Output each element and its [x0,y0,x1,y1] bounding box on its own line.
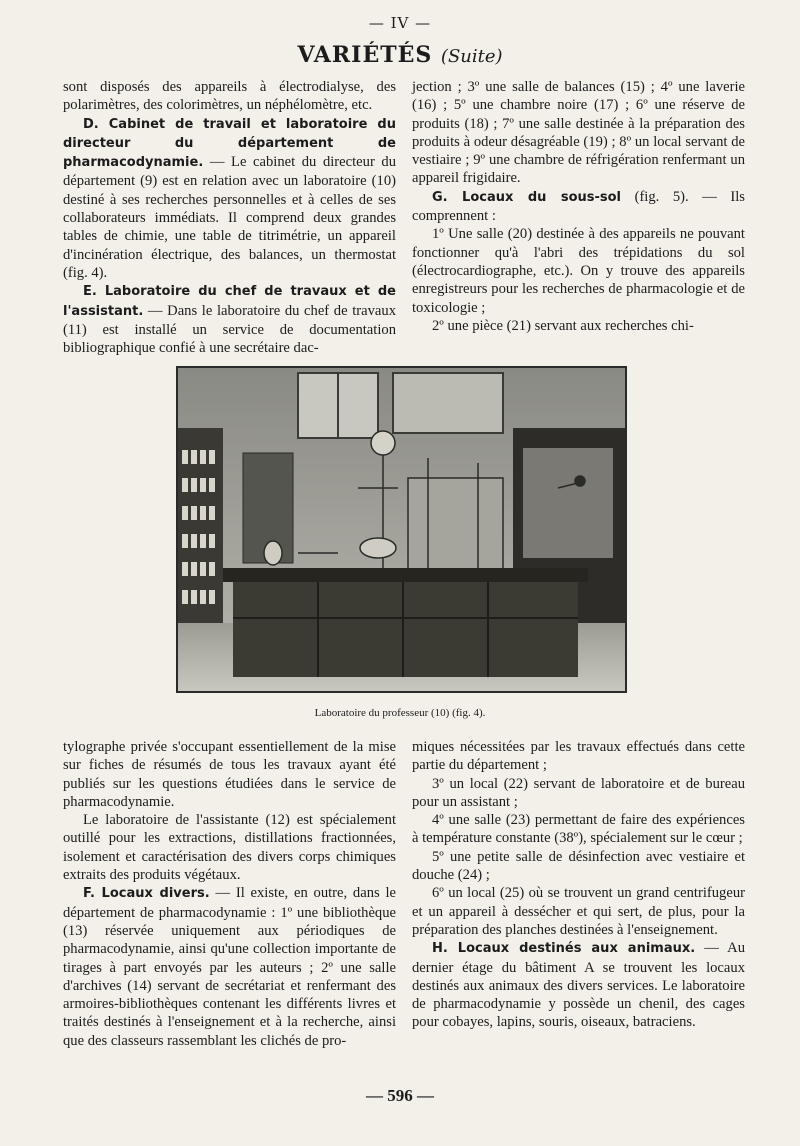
section-e-text: — Dans le laboratoire du chef de travaux (11) est installé un service de documentation bibliographique confié à une secrétaire dac- [63,302,396,357]
paragraph: sont disposés des appareils à électrodialyse, des polarimètres, des colorimètres, un néphélomètre, etc. [63,79,396,114]
top-left-column [63,78,396,357]
bottom-right-column [412,738,745,1032]
paragraph: 1º Une salle (20) destinée à des appareils ne pouvant fonctionner qu'à l'abri des trépidations du sol (électrocardiographe, etc.). On y trouve des appareils enregistreurs pour les recherches de pharmacologie et de toxicologie ; [412,226,745,316]
section-d-heading: D. Cabinet de travail et laboratoire du directeur du département de pharmacodynamie. [63,116,396,171]
paragraph: Le laboratoire de l'assistante (12) est spécialement outillé pour les extractions, distillations fractionnées, isolement et caractérisation des divers corps chimiques extraits des produits végétaux. [63,812,396,884]
top-right-column [412,78,745,335]
section-d-text: — Le cabinet du directeur du département (9) est en relation avec un laboratoire (10) destiné à ses recherches personnelles et à celles de ses collaborateurs immédiats. Il comprend deux grandes tables de chimie, une table de titrimétrie, un appareil d'incinération électrique, des balances, un thermostat (fig. 4). [63,154,396,281]
paragraph: jection ; 3º une salle de balances (15) ; 4º une laverie (16) ; 5º une chambre noire (17) ; 6º une réserve de produits (18) ; 7º une salle destinée à la préparation des produits à odeur désagréable (19) ; 8º un local servant de vestiaire ; 9º une chambre de réfrigération renfermant un appareil frigidaire. [412,79,745,187]
photo-caption: Laboratoire du professeur (10) (fig. 4). [314,707,486,719]
paragraph: miques nécessitées par les travaux effectués dans cette partie du département ; [412,739,745,774]
laboratory-photograph [176,366,627,693]
section-g-heading: G. Locaux du sous-sol [432,189,622,205]
paragraph: 5º une petite salle de désinfection avec vestiaire et douche (24) ; [412,848,745,884]
section-title-text: VARIÉTÉS [297,42,433,68]
section-e-heading: E. Laboratoire du chef de travaux et de l'assistant. [63,284,396,319]
section-f [63,884,396,1050]
laboratory-photo-illustration [178,368,625,691]
section-title-suffix: (Suite) [440,46,503,67]
paragraph: tylographe privée s'occupant essentiellement de la mise sur fiches de résumés de tous les travaux ayant été publiés sur les questions étudiées dans le service de pharmacodynamie. [63,739,396,810]
paragraph: 6º un local (25) où se trouvent un grand centrifugeur et un appareil à dessécher et qui sert, de plus, pour la préparation des planches destinées à l'enseignement. [412,885,745,938]
section-f-text: — Il existe, en outre, dans le département de pharmacodynamie : 1º une bibliothèque (13) réservée uniquement aux périodiques de pharmacodynamie, ainsi qu'une collection importante de tirages à part envoyés par les auteurs ; 2º une salle d'archives (14) servant de secrétariat et renfermant des armoires-bibliothèques contenant les différents livres et traités destinés à l'enseignement et à la recherche, ainsi que des classeurs rassemblant les clichés de pro- [63,885,396,1049]
section-h-heading: H. Locaux destinés aux animaux. [432,941,696,957]
page-footer-number: — 596 — [366,1086,434,1105]
section-h [412,939,745,1031]
bottom-left-column [63,738,396,1050]
section-e [63,282,396,357]
section-g-text: (fig. 5). — Ils comprennent : [412,188,745,225]
section-h-text: — Au dernier étage du bâtiment A se trouvent les locaux destinés aux animaux des divers services. Le laboratoire de pharmacodynamie y possède un chenil, des cages pour cobayes, lapins, souris, oiseaux, batraciens. [412,940,746,1031]
section-d [63,115,396,283]
section-f-heading: F. Locaux divers. [83,886,210,902]
paragraph: 2º une pièce (21) servant aux recherches chi- [432,317,694,334]
running-page-number: — IV — [368,14,432,32]
paragraph: 4º une salle (23) permettant de faire des expériences à température constante (38º), spécialement sur le cœur ; [412,812,745,847]
section-g [412,188,745,226]
paragraph: 3º un local (22) servant de laboratoire et de bureau pour un assistant ; [412,775,745,810]
section-title [0,42,800,68]
